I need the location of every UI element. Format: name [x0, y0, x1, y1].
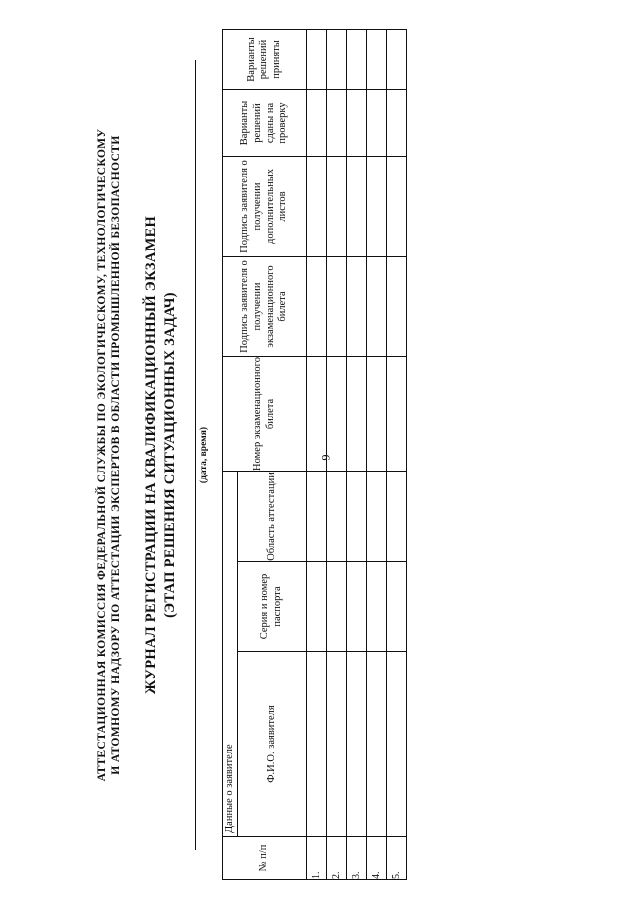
cell-sig-ticket[interactable]	[367, 256, 387, 356]
cell-fio[interactable]	[387, 652, 407, 837]
cell-fio[interactable]	[307, 652, 327, 837]
cell-passport[interactable]	[327, 562, 347, 652]
cell-variants-accepted[interactable]	[387, 29, 407, 89]
cell-fio[interactable]	[367, 652, 387, 837]
cell-sig-sheets[interactable]	[387, 156, 407, 256]
cell-num: 3.	[347, 837, 367, 880]
col-header-variants-submitted: Варианты решений сданы на проверку	[223, 89, 307, 156]
cell-passport[interactable]	[347, 562, 367, 652]
date-time-line	[195, 60, 196, 850]
org-name-line-1: АТТЕСТАЦИОННАЯ КОМИССИЯ ФЕДЕРАЛЬНОЙ СЛУЖБЫ ПО ЭКОЛОГИЧЕСКОМУ, ТЕХНОЛОГИЧЕСКОМУ	[96, 128, 108, 782]
cell-passport[interactable]	[367, 562, 387, 652]
cell-sig-sheets[interactable]	[307, 156, 327, 256]
cell-variants-accepted[interactable]	[327, 29, 347, 89]
col-header-signature-ticket: Подпись заявителя о получении экзаменационного билета	[223, 256, 307, 356]
cell-ticket[interactable]	[347, 356, 367, 471]
cell-fio[interactable]	[327, 652, 347, 837]
cell-variants-accepted[interactable]	[367, 29, 387, 89]
cell-num: 4.	[367, 837, 387, 880]
cell-sig-ticket[interactable]	[347, 256, 367, 356]
registration-table	[222, 29, 407, 880]
cell-variants-accepted[interactable]	[307, 29, 327, 89]
journal-subtitle: (ЭТАП РЕШЕНИЯ СИТУАЦИОННЫХ ЗАДАЧ)	[162, 292, 178, 618]
cell-num: 1.	[307, 837, 327, 880]
cell-passport[interactable]	[387, 562, 407, 652]
cell-num: 2.	[327, 837, 347, 880]
cell-variants-submitted[interactable]	[367, 89, 387, 156]
cell-area[interactable]	[367, 471, 387, 561]
table-row	[327, 29, 347, 879]
col-header-variants-accepted: Варианты решений приняты	[223, 29, 307, 89]
col-header-fio: Ф.И.О. заявителя	[238, 652, 307, 837]
col-header-num: № п/п	[223, 837, 307, 880]
cell-area[interactable]	[327, 471, 347, 561]
cell-variants-submitted[interactable]	[327, 89, 347, 156]
cell-num: 5.	[387, 837, 407, 880]
page-number: 9	[318, 454, 333, 461]
col-header-ticket-number: Номер экзаменационного билета	[223, 356, 307, 471]
cell-sig-sheets[interactable]	[367, 156, 387, 256]
group-header-applicant-data: Данные о заявителе	[223, 471, 238, 836]
cell-variants-submitted[interactable]	[387, 89, 407, 156]
org-name-line-2: И АТОМНОМУ НАДЗОРУ ПО АТТЕСТАЦИИ ЭКСПЕРТОВ В ОБЛАСТИ ПРОМЫШЛЕННОЙ БЕЗОПАСНОСТИ	[110, 135, 122, 775]
journal-title: ЖУРНАЛ РЕГИСТРАЦИИ НА КВАЛИФИКАЦИОННЫЙ ЭКЗАМЕН	[143, 215, 159, 695]
date-time-caption: (дата, время)	[199, 426, 209, 484]
col-header-signature-sheets: Подпись заявителя о получении дополнительных листов	[223, 156, 307, 256]
cell-variants-submitted[interactable]	[307, 89, 327, 156]
rotated-page-content	[0, 30, 620, 880]
cell-sig-sheets[interactable]	[347, 156, 367, 256]
cell-area[interactable]	[387, 471, 407, 561]
table-row	[347, 29, 367, 879]
cell-fio[interactable]	[347, 652, 367, 837]
cell-sig-ticket[interactable]	[387, 256, 407, 356]
cell-variants-accepted[interactable]	[347, 29, 367, 89]
cell-ticket[interactable]	[307, 356, 327, 471]
cell-ticket[interactable]	[327, 356, 347, 471]
col-header-passport: Серия и номер паспорта	[238, 562, 307, 652]
table-row	[307, 29, 327, 879]
cell-area[interactable]	[307, 471, 327, 561]
cell-passport[interactable]	[307, 562, 327, 652]
cell-sig-ticket[interactable]	[307, 256, 327, 356]
table-row	[387, 29, 407, 879]
table-row	[367, 29, 387, 879]
cell-ticket[interactable]	[367, 356, 387, 471]
cell-sig-ticket[interactable]	[327, 256, 347, 356]
cell-ticket[interactable]	[387, 356, 407, 471]
cell-area[interactable]	[347, 471, 367, 561]
col-header-area: Область аттестации	[238, 471, 307, 561]
cell-sig-sheets[interactable]	[327, 156, 347, 256]
cell-variants-submitted[interactable]	[347, 89, 367, 156]
